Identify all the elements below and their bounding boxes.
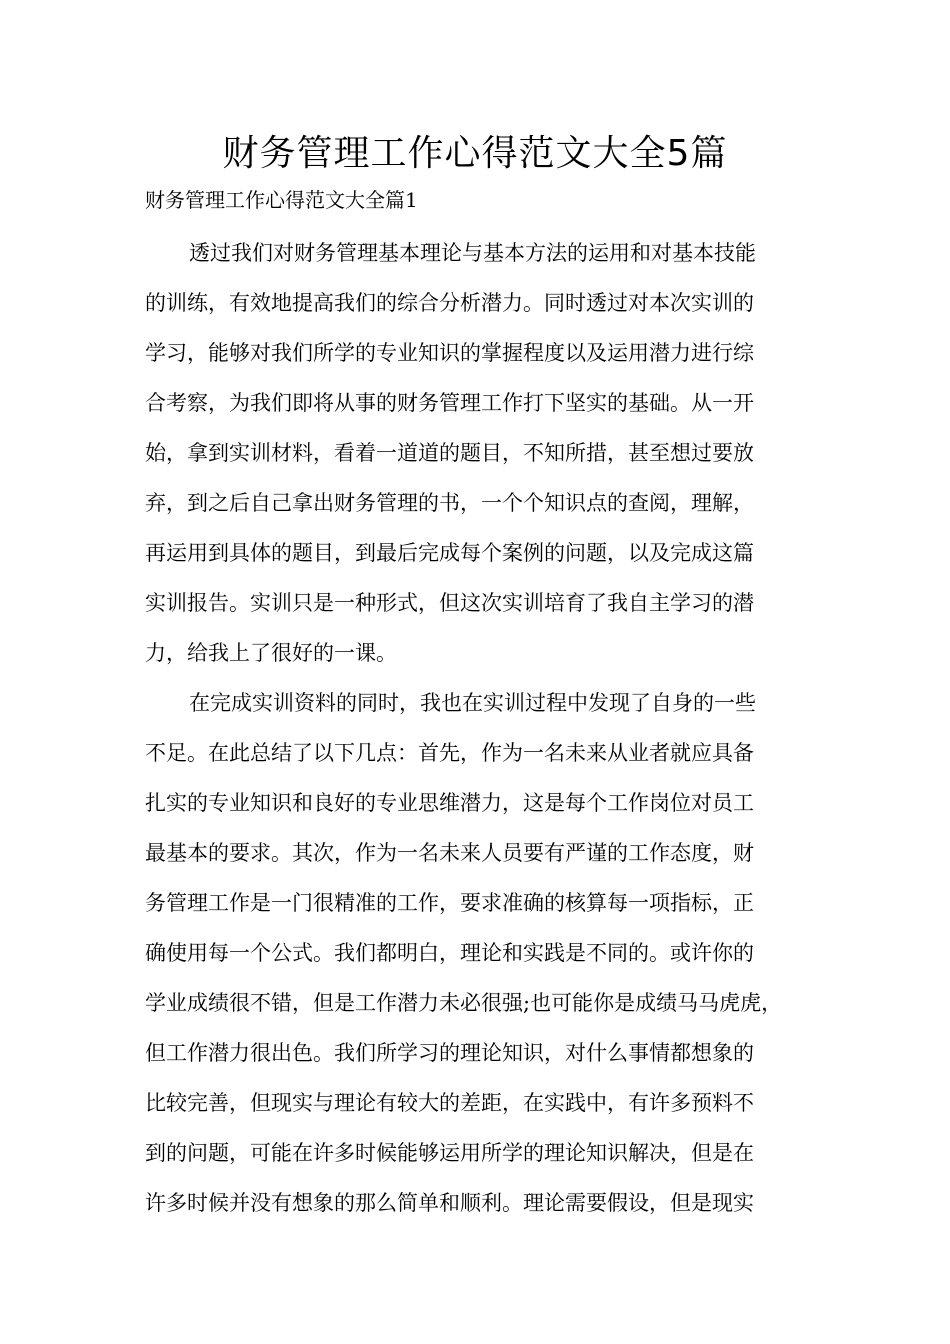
paragraph-line: 扎实的专业知识和良好的专业思维潜力，这是每个工作岗位对员工 — [145, 791, 754, 815]
paragraph-line: 合考察，为我们即将从事的财务管理工作打下坚实的基础。从一开 — [145, 391, 754, 415]
paragraph-line: 确使用每一个公式。我们都明白，理论和实践是不同的。或许你的 — [145, 941, 754, 965]
paragraph-line: 再运用到具体的题目，到最后完成每个案例的问题，以及完成这篇 — [145, 541, 754, 565]
paragraph-line: 许多时候并没有想象的那么简单和顺利。理论需要假设，但是现实 — [145, 1191, 754, 1215]
paragraph-line: 学业成绩很不错，但是工作潜力未必很强;也可能你是成绩马马虎虎， — [145, 991, 783, 1015]
body-text — [145, 228, 810, 1228]
paragraph-line: 实训报告。实训只是一种形式，但这次实训培育了我自主学习的潜 — [145, 591, 754, 615]
paragraph-line: 透过我们对财务管理基本理论与基本方法的运用和对基本技能 — [189, 241, 756, 265]
paragraph-line: 始，拿到实训材料，看着一道道的题目，不知所措，甚至想过要放 — [145, 441, 754, 465]
paragraph-line: 务管理工作是一门很精准的工作，要求准确的核算每一项指标，正 — [145, 891, 754, 915]
document-title: 财务管理工作心得范文大全5篇 — [222, 133, 728, 174]
paragraph-line: 但工作潜力很出色。我们所学习的理论知识，对什么事情都想象的 — [145, 1041, 754, 1065]
paragraph-line: 比较完善，但现实与理论有较大的差距，在实践中，有许多预料不 — [145, 1091, 754, 1115]
paragraph-line: 学习，能够对我们所学的专业知识的掌握程度以及运用潜力进行综 — [145, 341, 754, 365]
paragraph-line: 最基本的要求。其次，作为一名未来人员要有严谨的工作态度，财 — [145, 841, 754, 865]
paragraph-line: 的训练，有效地提高我们的综合分析潜力。同时透过对本次实训的 — [145, 291, 754, 315]
paragraph-line: 在完成实训资料的同时，我也在实训过程中发现了自身的一些 — [189, 691, 756, 715]
paragraph-line: 力，给我上了很好的一课。 — [145, 641, 397, 665]
section-heading: 财务管理工作心得范文大全篇1 — [145, 188, 418, 212]
paragraph-line: 不足。在此总结了以下几点：首先，作为一名未来从业者就应具备 — [145, 741, 754, 765]
paragraph-line: 到的问题，可能在许多时候能够运用所学的理论知识解决，但是在 — [145, 1141, 754, 1165]
paragraph-line: 弃，到之后自己拿出财务管理的书，一个个知识点的查阅，理解， — [145, 491, 754, 515]
